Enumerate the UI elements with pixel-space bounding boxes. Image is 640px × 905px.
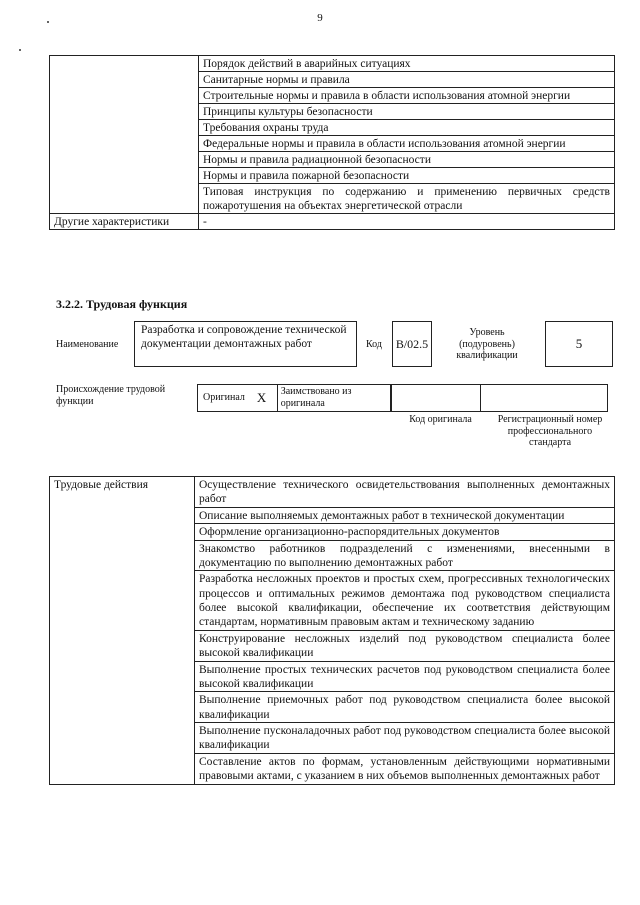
labor-action-item: Выполнение простых технических расчетов под руководством специалиста более высокой квалификации <box>195 661 615 692</box>
other-characteristics-label: Другие характеристики <box>50 214 199 230</box>
code-label: Код <box>366 339 382 350</box>
labor-action-item: Разработка несложных проектов и простых схем, прогрессивных технологических процессов и оптимальных режимов демонтажа под руководством специалиста более высокой квалификации, обеспечение их соответствия действующим стандартам, нормативным правовым актам и техническому заданию <box>195 571 615 631</box>
labor-actions-label: Трудовые действия <box>50 477 195 785</box>
labor-action-item: Составление актов по формам, установленным действующими нормативными правовыми актами, с указанием в них объемов выполненных демонтажных работ <box>195 753 615 784</box>
knowledge-item: Требования охраны труда <box>199 120 615 136</box>
original-code-cell <box>390 384 481 412</box>
scan-speck <box>47 21 49 23</box>
labor-action-item: Описание выполняемых демонтажных работ в технической документации <box>195 507 615 523</box>
level-label: Уровень (подуровень) квалификации <box>456 327 518 361</box>
original-mark: X <box>256 389 267 405</box>
origin-label: Происхождение трудовой функции <box>56 384 166 407</box>
empty-label-cell <box>50 56 199 214</box>
labor-action-item: Осуществление технического освидетельствования выполненных демонтажных работ <box>195 477 615 508</box>
knowledge-item: Санитарные нормы и правила <box>199 72 615 88</box>
labor-action-item: Выполнение приемочных работ под руководством специалиста более высокой квалификации <box>195 692 615 723</box>
labor-action-item: Выполнение пусконаладочных работ под руководством специалиста более высокой квалификации <box>195 723 615 754</box>
prev-knowledge-table <box>49 55 615 230</box>
page-number: 9 <box>317 12 323 24</box>
function-code-box: B/02.5 <box>392 321 432 367</box>
code-original-label: Код оригинала <box>409 414 472 425</box>
knowledge-item: Принципы культуры безопасности <box>199 104 615 120</box>
original-label: Оригинал <box>203 392 245 404</box>
labor-action-item: Оформление организационно-распорядительных документов <box>195 524 615 540</box>
labor-action-item: Знакомство работников подразделений с изменениями, внесенными в документацию по выполнению демонтажных работ <box>195 540 615 571</box>
origin-row <box>197 384 607 412</box>
original-cell <box>197 384 278 412</box>
knowledge-item: Нормы и правила радиационной безопасности <box>199 152 615 168</box>
labor-actions-table <box>49 476 615 785</box>
knowledge-item: Нормы и правила пожарной безопасности <box>199 168 615 184</box>
function-name-box: Разработка и сопровождение технической документации демонтажных работ <box>134 321 357 367</box>
knowledge-item: Строительные нормы и правила в области использования атомной энергии <box>199 88 615 104</box>
reg-number-label: Регистрационный номер профессионального стандарта <box>497 414 603 448</box>
borrowed-label: Заимствовано из оригинала <box>277 384 392 412</box>
knowledge-item: Порядок действий в аварийных ситуациях <box>199 56 615 72</box>
section-title: 3.2.2. Трудовая функция <box>56 297 188 311</box>
reg-number-cell <box>480 384 608 412</box>
knowledge-item: Федеральные нормы и правила в области использования атомной энергии <box>199 136 615 152</box>
qualification-level-box: 5 <box>545 321 613 367</box>
scan-speck <box>19 49 21 51</box>
name-label: Наименование <box>56 339 119 350</box>
other-characteristics-value: - <box>199 214 615 230</box>
labor-action-item: Конструирование несложных изделий под руководством специалиста более высокой квалификации <box>195 630 615 661</box>
knowledge-item: Типовая инструкция по содержанию и применению первичных средств пожаротушения на объектах энергетической отрасли <box>199 184 615 214</box>
